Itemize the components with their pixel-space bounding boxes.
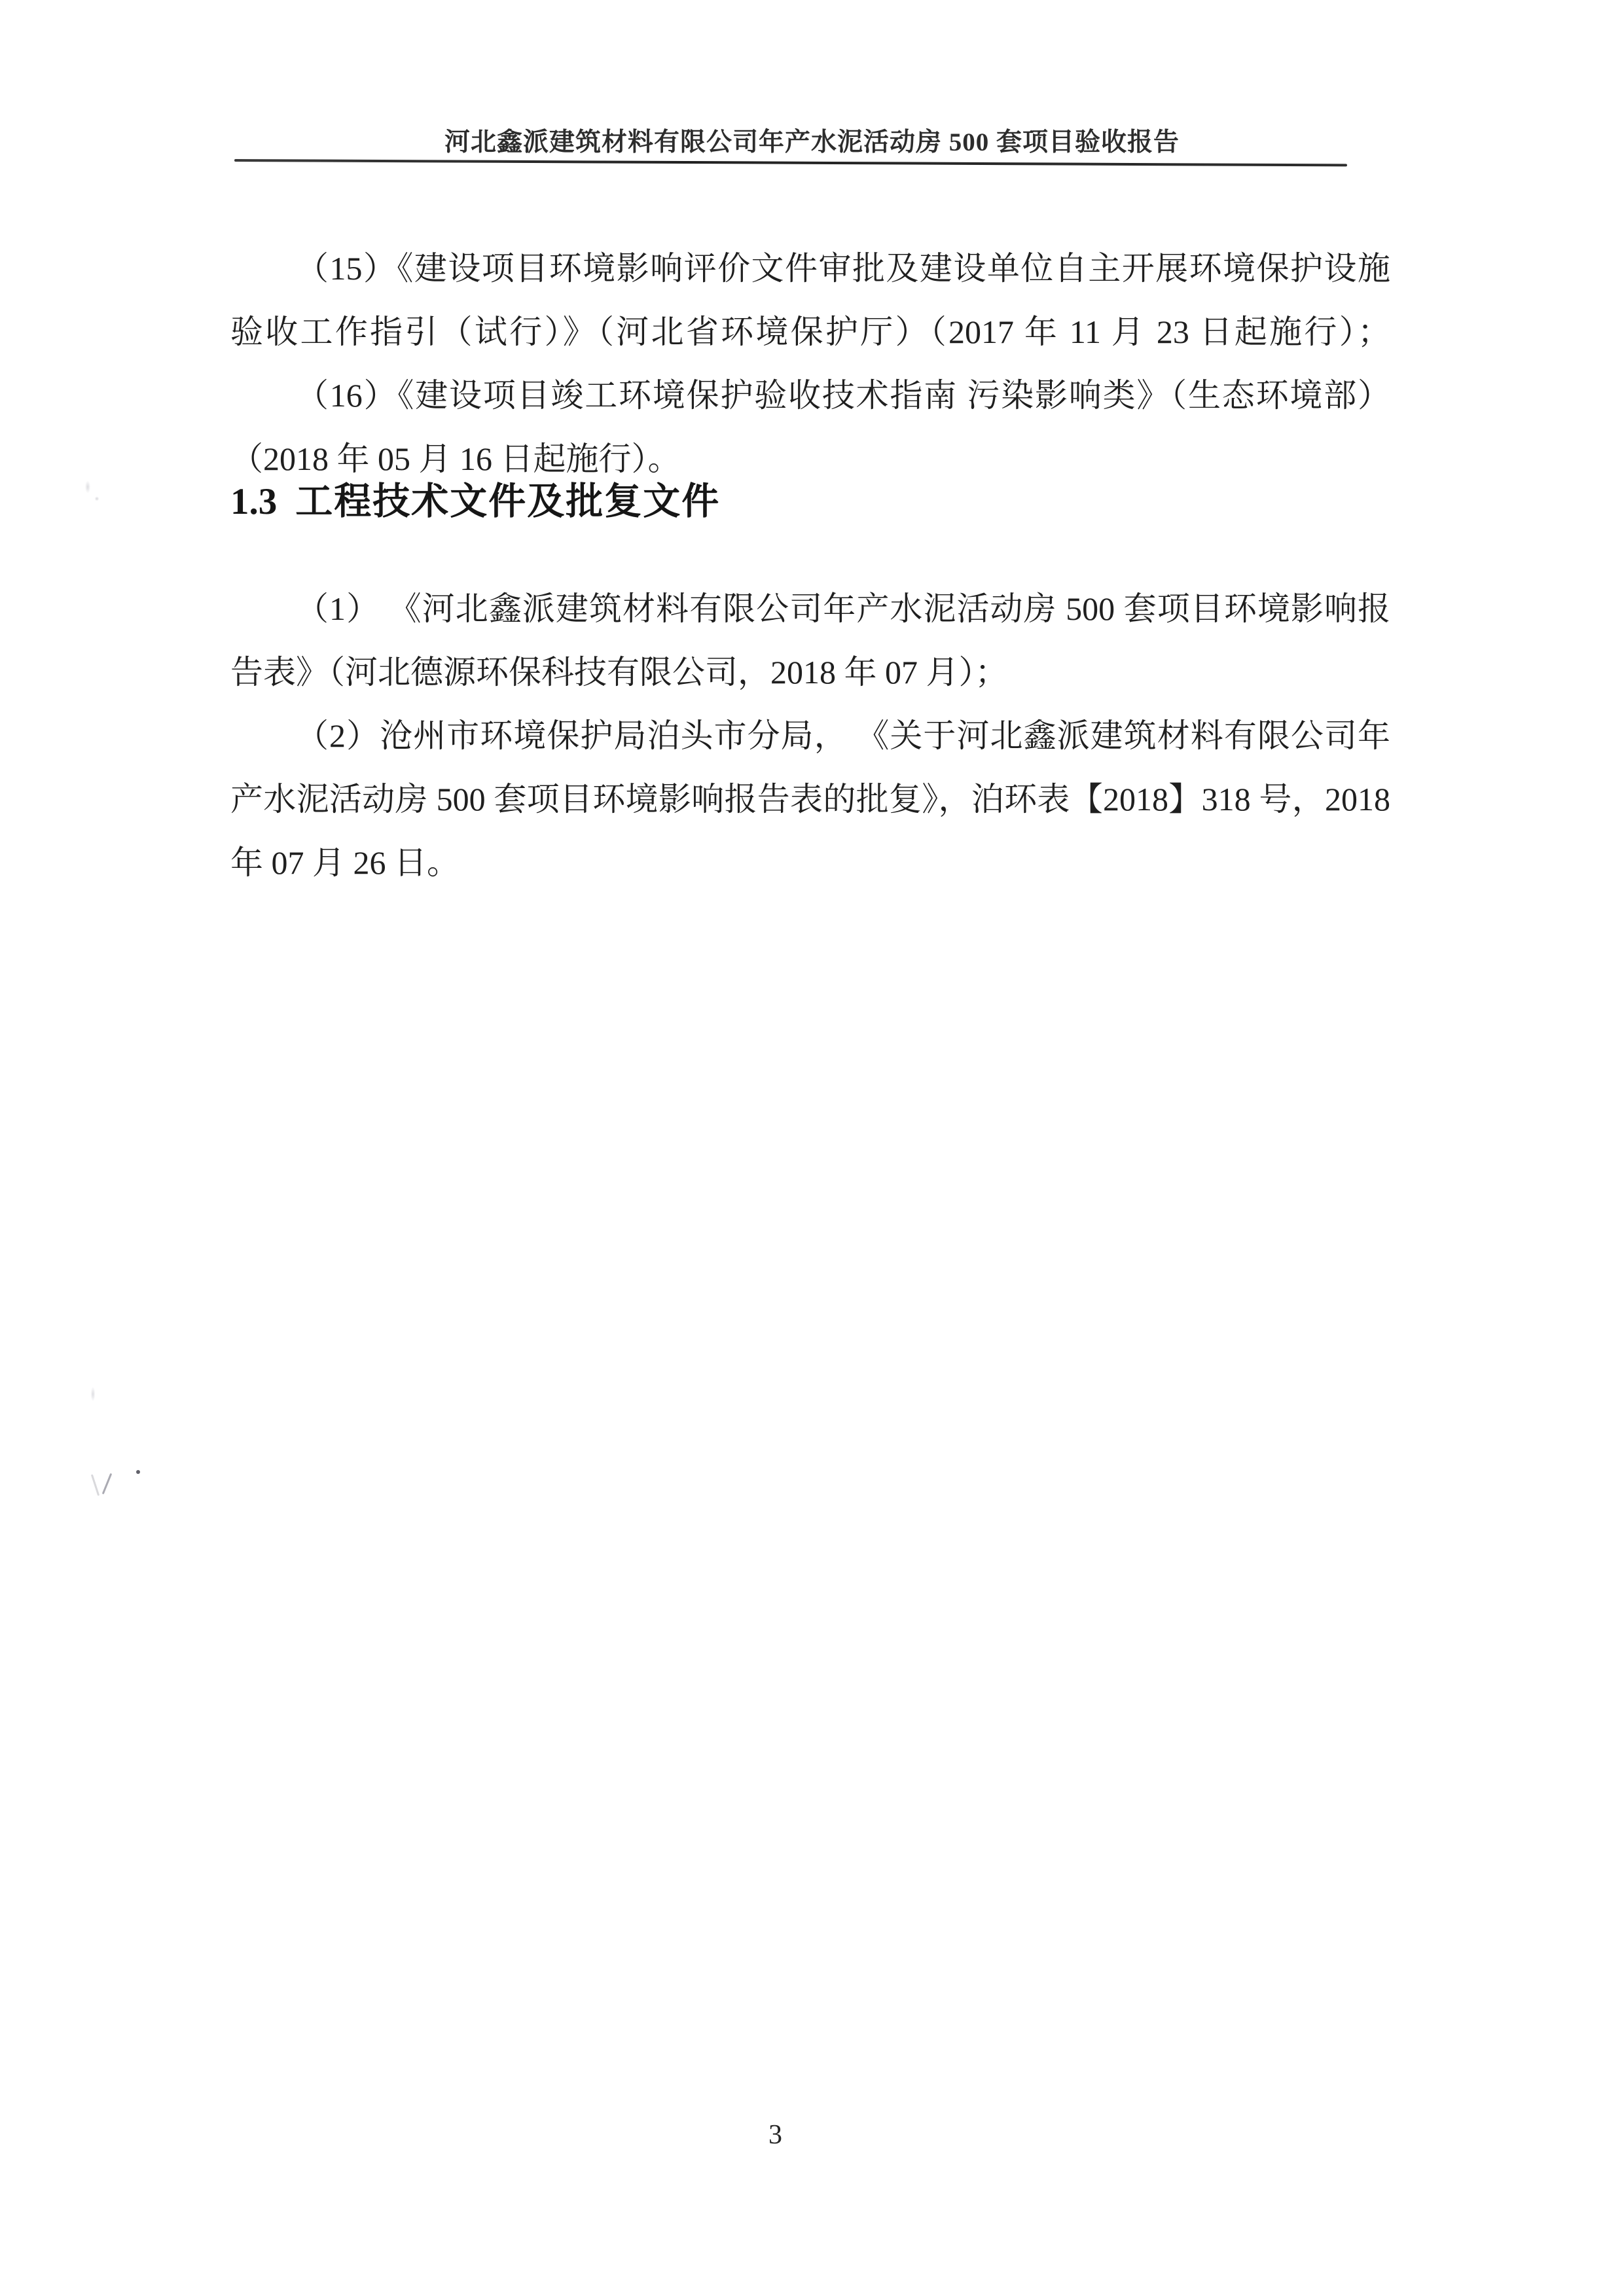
running-header-title: 河北鑫派建筑材料有限公司年产水泥活动房 500 套项目验收报告: [444, 128, 1180, 156]
section-title: 工程技术文件及批复文件: [295, 481, 721, 522]
scan-artifact: [85, 1382, 101, 1406]
text-line: 告表》（河北德源环保科技有限公司，2018 年 07 月）；: [230, 654, 1008, 691]
text-line: 年 07 月 26 日。: [230, 844, 460, 881]
scan-artifact: [89, 1471, 118, 1500]
page-number: 3: [768, 2120, 782, 2150]
reference-paragraph-15: [230, 237, 1390, 364]
text-line: （16）《建设项目竣工环境保护验收技术指南 污染影响类》（生态环境部）: [296, 377, 1390, 414]
header-divider-rule: [234, 159, 1347, 166]
document-paragraph-2: [230, 704, 1390, 895]
text-line: （2）沧州市环境保护局泊头市分局， 《关于河北鑫派建筑材料有限公司年: [296, 717, 1390, 754]
scan-artifact: [136, 1470, 140, 1474]
text-line: 产水泥活动房 500 套项目环境影响报告表的批复》，泊环表【2018】318 号，2018: [230, 781, 1390, 817]
section-heading-1-3: [230, 470, 1390, 533]
text-line: （1） 《河北鑫派建筑材料有限公司年产水泥活动房 500 套项目环境影响报: [296, 590, 1390, 627]
text-line: （15）《建设项目环境影响评价文件审批及建设单位自主开展环境保护设施: [296, 250, 1390, 287]
document-paragraph-1: [230, 577, 1390, 704]
text-line: （2018 年 05 月 16 日起施行）。: [230, 440, 681, 477]
scan-artifact: [81, 479, 103, 505]
text-line: 验收工作指引（试行）》（河北省环境保护厅）（2017 年 11 月 23 日起施行）；: [230, 314, 1390, 350]
section-number: 1.3: [230, 481, 278, 522]
